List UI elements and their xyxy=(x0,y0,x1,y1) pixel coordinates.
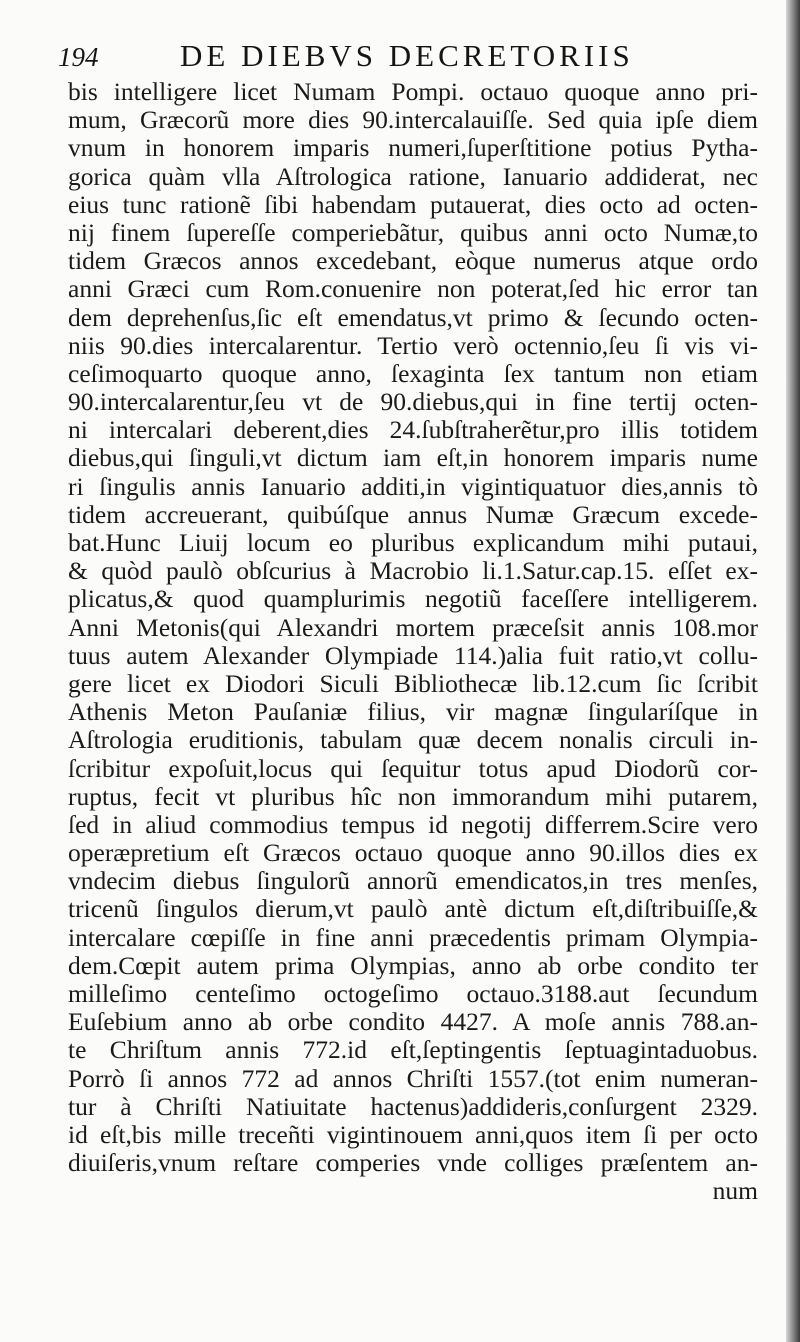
text-line: gorica quàm vlla Aſtrologica ratione, Ianuario addiderat, nec xyxy=(68,161,758,191)
text-line: bis intelligere licet Numam Pompi. octauo quoque anno pri- xyxy=(68,77,758,106)
text-line: bat.Hunc Liuij locum eo pluribus explicandum mihi putaui, xyxy=(68,528,758,557)
running-title: DE DIEBVS DECRETORIIS xyxy=(180,38,634,73)
text-line: gere licet ex Diodori Siculi Bibliothecæ lib.12.cum ſic ſcribit xyxy=(68,668,758,698)
page-number: 194 xyxy=(58,42,99,72)
text-line: tur à Chriſti Natiuitate hactenus)addideris,conſurgent 2329. xyxy=(68,1091,758,1121)
text-line: ſed in aliud commodius tempus id negotij differrem.Scire vero xyxy=(68,809,758,839)
text-line: intercalare cœpiſſe in fine anni præcedentis primam Olympia- xyxy=(68,922,758,952)
text-line: te Chriſtum annis 772.id eſt,ſeptingentis ſeptuagintaduobus. xyxy=(68,1035,758,1065)
text-line: vndecim diebus ſingulorũ annorũ emendicatos,in tres menſes, xyxy=(68,866,758,896)
text-line: tuus autem Alexander Olympiade 114.)alia fuit ratio,vt collu- xyxy=(68,640,758,670)
text-line: tidem accreuerant, quibúſque annus Numæ Græcum excede- xyxy=(68,499,758,529)
text-line: & quòd paulò obſcurius à Macrobio li.1.Satur.cap.15. eſſet ex- xyxy=(68,556,758,586)
text-line: vnum in honorem imparis numeri,ſuperſtitione potius Pytha- xyxy=(68,133,758,163)
text-line: plicatus,& quod quamplurimis negotiũ faceſſere intelligerem. xyxy=(68,584,758,614)
catchword: num xyxy=(712,1176,758,1206)
text-line: ri ſingulis annis Ianuario additi,in vigintiquatuor dies,annis tò xyxy=(68,471,758,501)
text-line: dem deprehenſus,ſic eſt emendatus,vt primo & ſecundo octen- xyxy=(68,302,758,332)
text-line: nij finem ſupereſſe comperiebãtur, quibus anni octo Numæ,to xyxy=(68,217,758,247)
text-line: milleſimo centeſimo octogeſimo octauo.3188.aut ſecundum xyxy=(68,979,758,1008)
text-line: tidem Græcos annos excedebant, eòque numerus atque ordo xyxy=(68,246,758,276)
text-line: Porrò ſi annos 772 ad annos Chriſti 1557.(tot enim numeran- xyxy=(68,1063,758,1093)
text-line: 90.intercalarentur,ſeu vt de 90.diebus,qui in fine tertij octen- xyxy=(68,387,758,417)
text-line: ſcribitur expoſuit,locus qui ſequitur totus apud Diodorũ cor- xyxy=(68,753,758,783)
text-line: dem.Cœpit autem prima Olympias, anno ab orbe condito ter xyxy=(68,950,758,980)
page-gutter-shadow xyxy=(786,0,800,1342)
text-line: diebus,qui ſinguli,vt dictum iam eſt,in honorem imparis nume xyxy=(68,443,758,473)
running-head xyxy=(58,38,758,78)
text-line: Anni Metonis(qui Alexandri mortem præceſsit annis 108.mor xyxy=(68,612,758,642)
text-line: Euſebium anno ab orbe condito 4427. A moſe annis 788.an- xyxy=(68,1007,758,1037)
text-line: id eſt,bis mille treceñti vigintinouem anni,quos item ſi per octo xyxy=(68,1119,758,1149)
body-text xyxy=(68,78,758,1206)
text-line: eius tunc rationẽ ſibi habendam putauerat, dies octo ad octen- xyxy=(68,189,758,219)
text-line: niis 90.dies intercalarentur. Tertio verò octennio,ſeu ſi vis vi- xyxy=(68,330,758,360)
text-line: diuiſeris,vnum reſtare comperies vnde colliges præſentem an- xyxy=(68,1148,758,1178)
text-line: Athenis Meton Pauſaniæ filius, vir magnæ ſingularíſque in xyxy=(68,697,758,727)
text-line: ceſimoquarto quoque anno, ſexaginta ſex tantum non etiam xyxy=(68,358,758,388)
text-line: ruptus, fecit vt pluribus hîc non immorandum mihi putarem, xyxy=(68,781,758,811)
text-line: tricenũ ſingulos dierum,vt paulò antè dictum eſt,diſtribuiſſe,& xyxy=(68,894,758,924)
text-line: Aſtrologia eruditionis, tabulam quæ decem nonalis circuli in- xyxy=(68,725,758,755)
text-line: operæpretium eſt Græcos octauo quoque anno 90.illos dies ex xyxy=(68,838,758,868)
text-line: anni Græci cum Rom.conuenire non poterat,ſed hic error tan xyxy=(68,274,758,304)
text-line: ni intercalari deberent,dies 24.ſubſtraherẽtur,pro illis totidem xyxy=(68,415,758,445)
text-line: mum, Græcorũ more dies 90.intercalauiſſe. Sed quia ipſe diem xyxy=(68,105,758,135)
